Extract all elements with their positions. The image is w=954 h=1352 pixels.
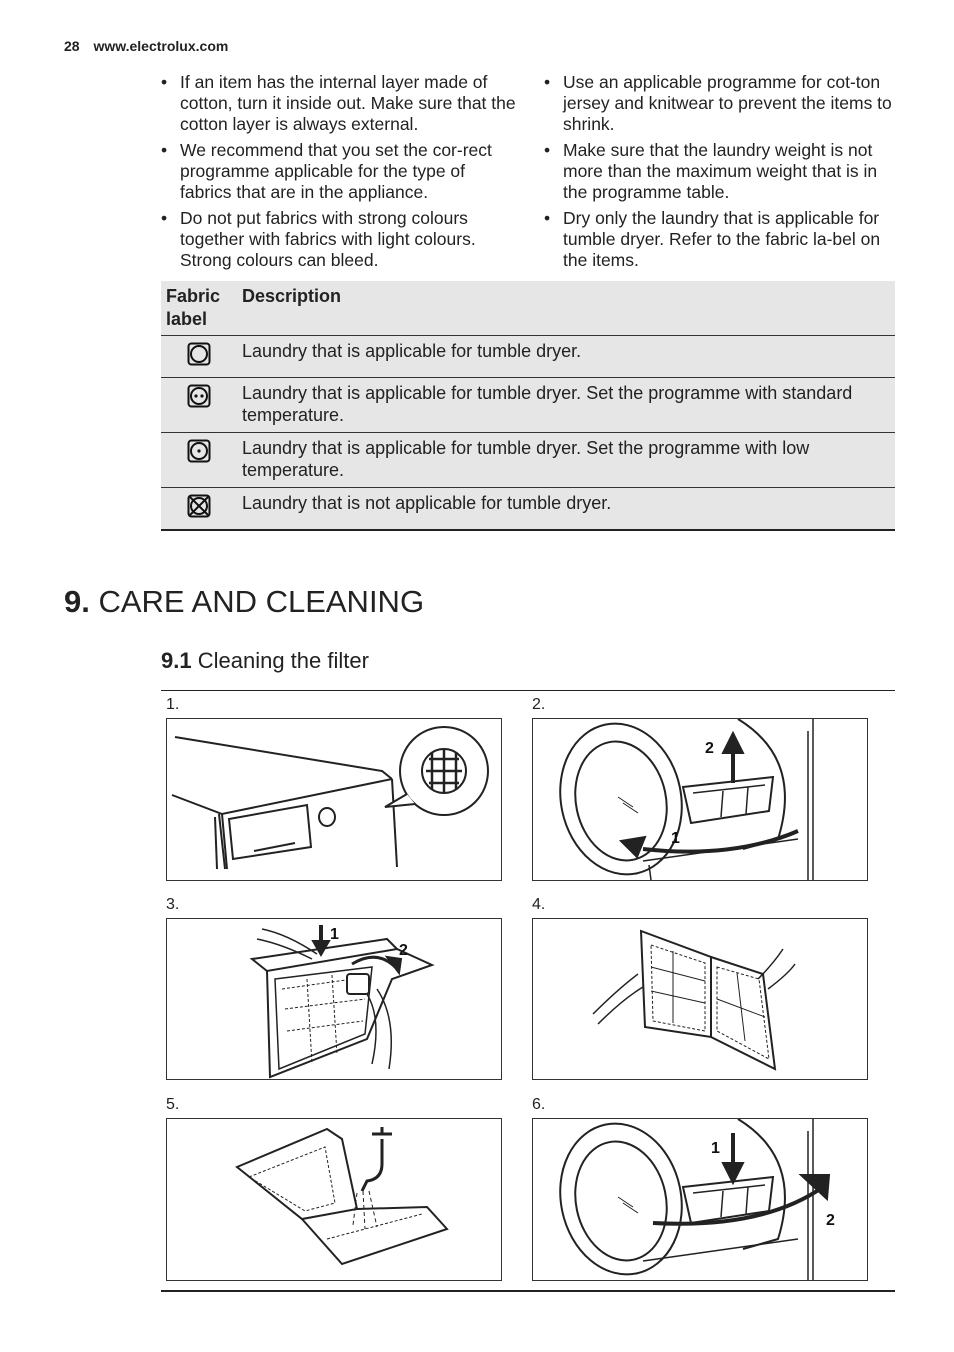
step-6-illustration [532, 1118, 868, 1281]
do-not-tumble-dry-icon [187, 494, 211, 518]
callout-label: 1 [671, 830, 680, 847]
page-header [64, 38, 238, 54]
bottom-divider [161, 1290, 895, 1292]
table-row [161, 488, 895, 531]
callout-label: 2 [826, 1212, 835, 1229]
subsection-title: Cleaning the filter [197, 648, 369, 673]
bullet-item: • If an item has the internal layer made of cotton, turn it inside out. Make sure that the cotton layer is always external. [161, 72, 521, 135]
step-4-illustration [532, 918, 868, 1080]
website-url: www.electrolux.com [93, 38, 229, 54]
step-2-illustration [532, 718, 868, 881]
section-title: CARE AND CLEANING [98, 584, 425, 619]
row-description: Laundry that is not applicable for tumble dryer. [242, 493, 612, 513]
bullet-item: • Make sure that the laundry weight is not more than the maximum weight that is in the programme table. [544, 140, 904, 203]
left-bullet-column [161, 72, 521, 276]
callout-label: 1 [330, 926, 339, 943]
step-label: 2. [532, 696, 546, 713]
bullet-item: • Do not put fabrics with strong colours together with fabrics with light colours. Strong colours can bleed. [161, 208, 521, 271]
right-bullet-column [544, 72, 904, 276]
step-1-illustration [166, 718, 502, 881]
step-3-illustration [166, 918, 502, 1080]
insert-filter-close-door-icon [533, 1119, 867, 1280]
fabric-label-table [161, 281, 895, 531]
divider [161, 690, 895, 691]
step-label: 6. [532, 1096, 546, 1113]
table-row [161, 378, 895, 433]
row-description: Laundry that is applicable for tumble dryer. Set the programme with low temperature. [242, 438, 810, 480]
step-label: 3. [166, 896, 180, 913]
subsection-number: 9.1 [161, 648, 192, 673]
bullet-item: • Dry only the laundry that is applicable for tumble dryer. Refer to the fabric la-bel on the items. [544, 208, 904, 271]
fabric-label-header: Fabric label [166, 286, 221, 329]
tumble-dry-icon [187, 342, 211, 366]
step-label: 4. [532, 896, 546, 913]
step-label: 5. [166, 1096, 180, 1113]
page-number: 28 [64, 38, 80, 54]
section-heading [64, 584, 424, 620]
tumble-dry-low-temp-icon [187, 439, 211, 463]
step-5-illustration [166, 1118, 502, 1281]
unfolded-filter-icon [533, 919, 867, 1079]
open-door-lift-filter-icon [533, 719, 867, 880]
table-row [161, 433, 895, 488]
bullet-item: • We recommend that you set the cor-rect programme applicable for the type of fabrics that are in the appliance. [161, 140, 521, 203]
table-header-row [161, 281, 895, 336]
callout-label: 1 [711, 1140, 720, 1157]
open-filter-hands-icon [167, 919, 501, 1079]
description-header: Description [242, 286, 342, 306]
row-description: Laundry that is applicable for tumble dryer. Set the programme with standard temperature. [242, 383, 853, 425]
row-description: Laundry that is applicable for tumble dryer. [242, 341, 582, 361]
callout-label: 2 [399, 942, 408, 959]
table-row [161, 336, 895, 378]
section-number: 9. [64, 584, 90, 619]
bullet-item: • Use an applicable programme for cot-ton jersey and knitwear to prevent the items to shrink. [544, 72, 904, 135]
rinse-filter-tap-icon [167, 1119, 501, 1280]
dryer-top-filter-icon [167, 719, 501, 880]
tumble-dry-normal-temp-icon [187, 384, 211, 408]
callout-label: 2 [705, 740, 714, 757]
step-label: 1. [166, 696, 180, 713]
subsection-heading [161, 648, 369, 674]
